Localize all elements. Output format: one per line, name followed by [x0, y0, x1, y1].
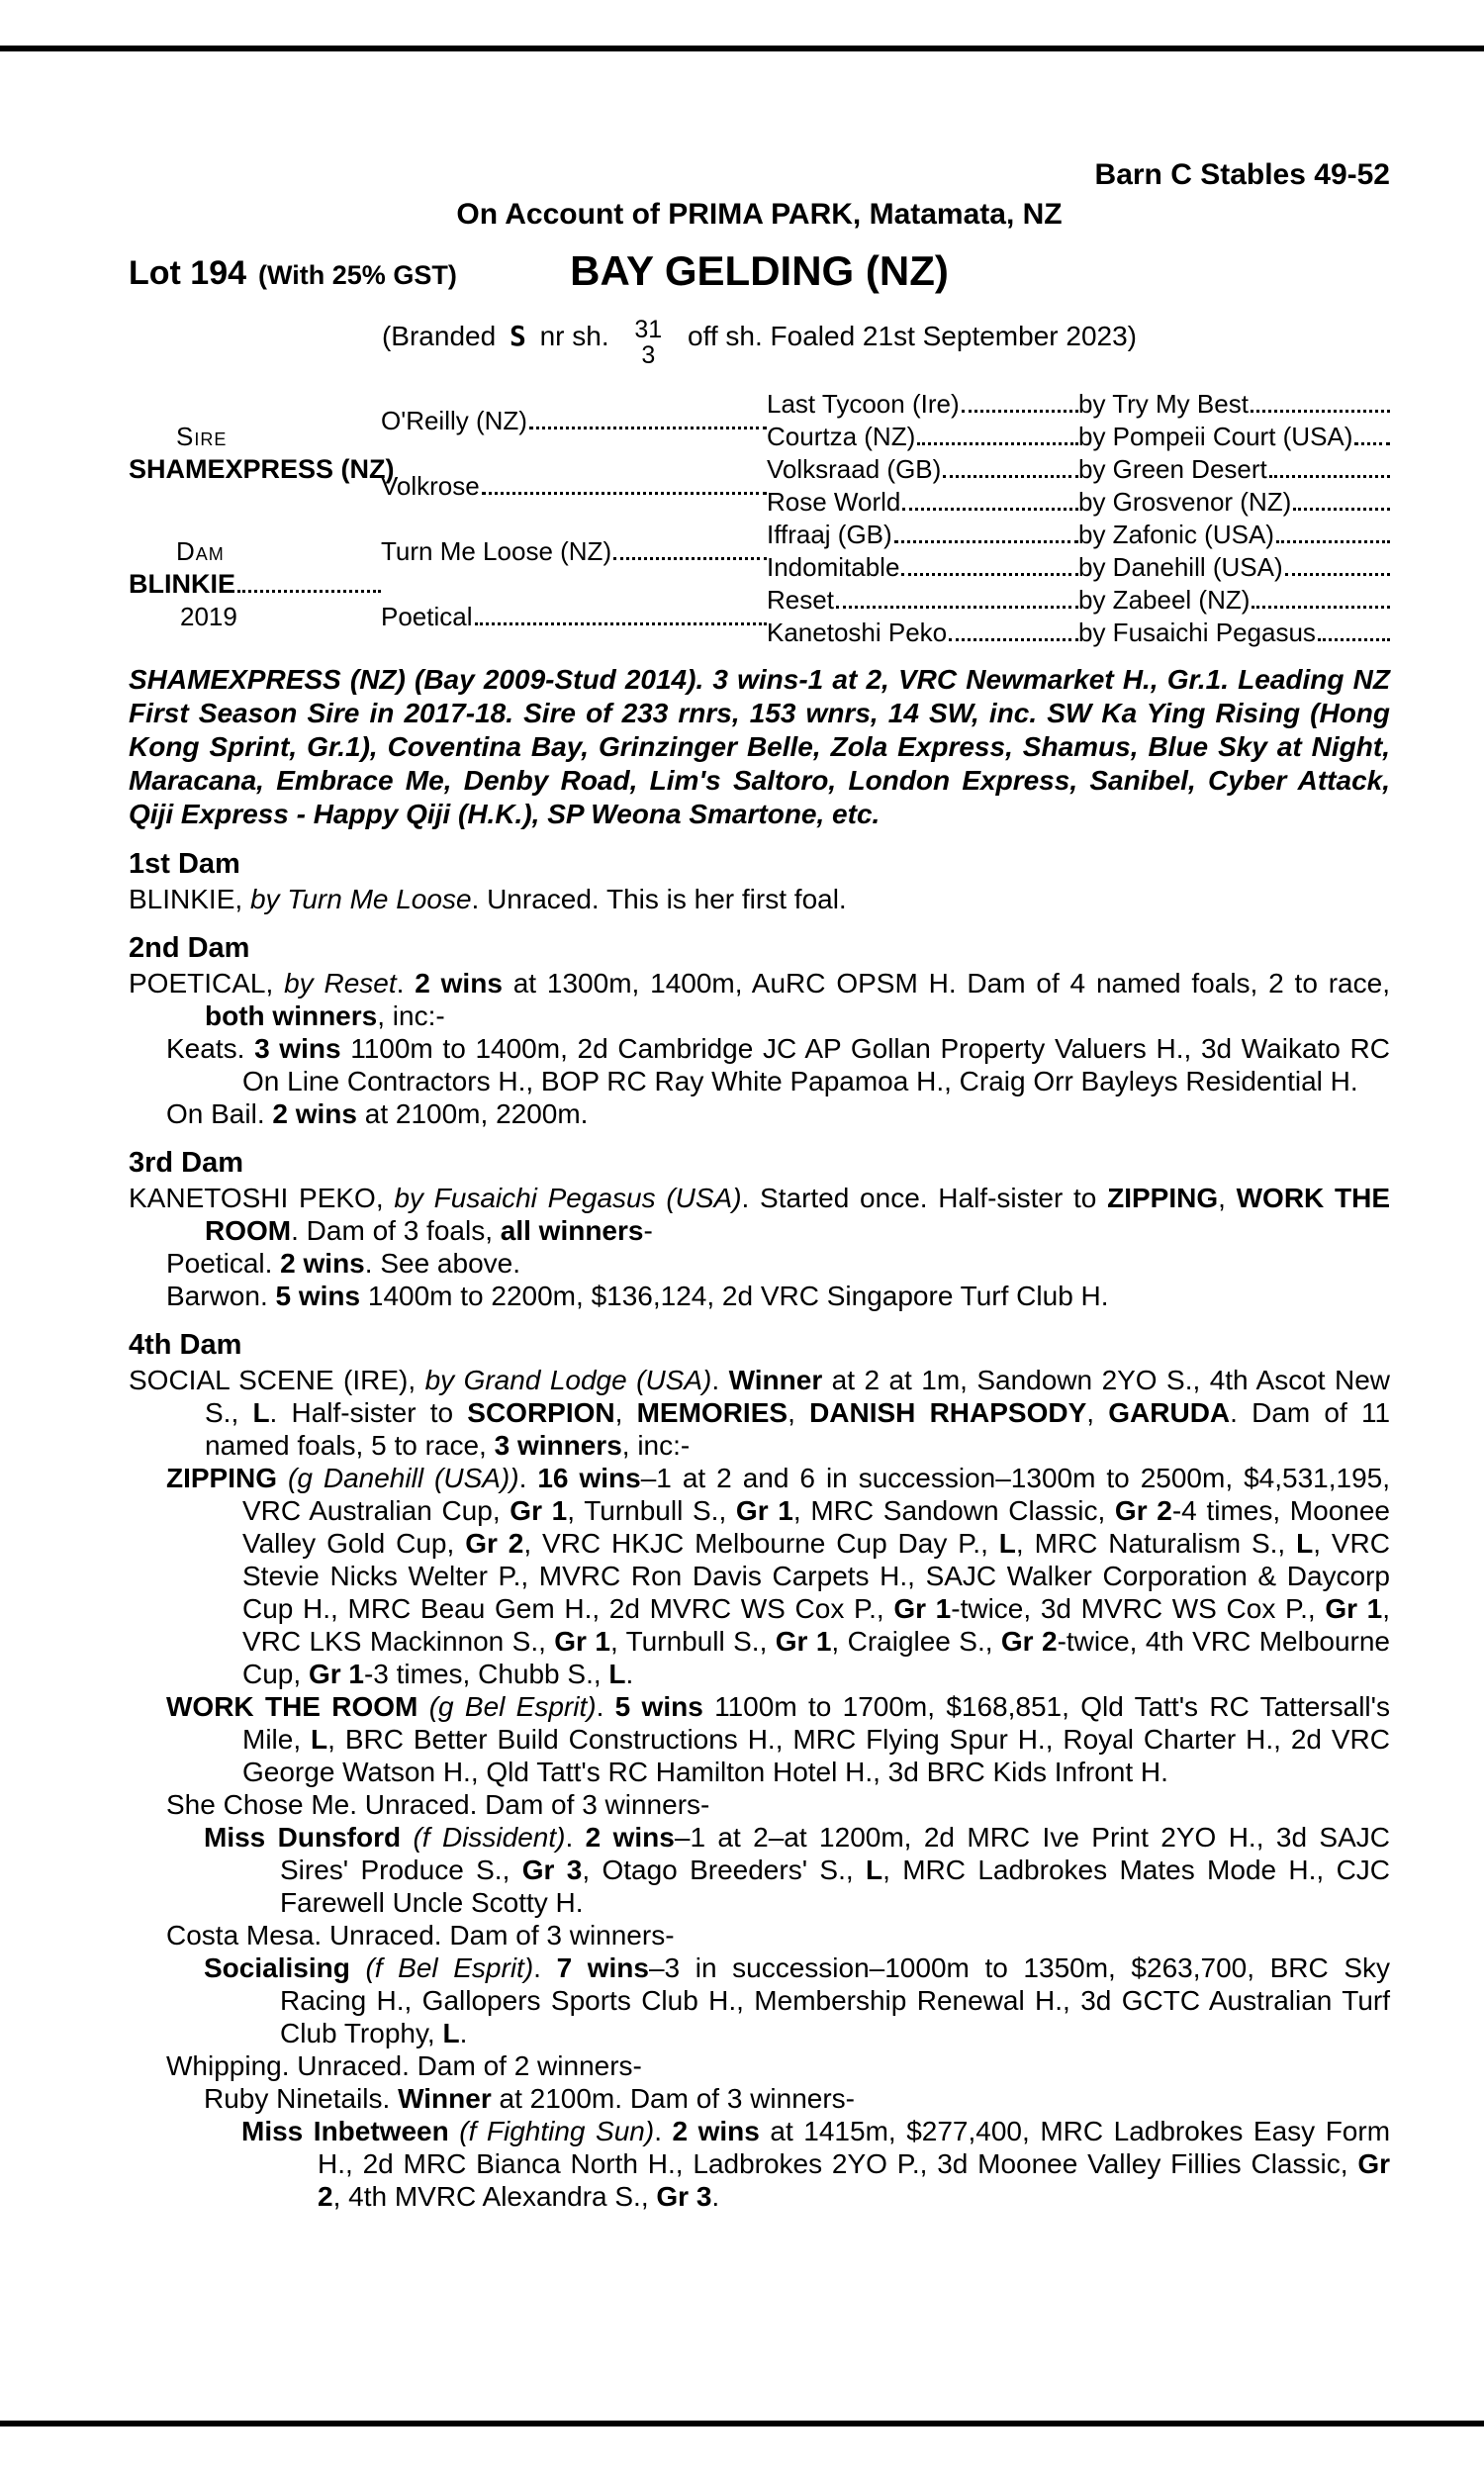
pedigree-paragraph: KANETOSHI PEKO, by Fusaichi Pegasus (USA). Started once. Half-sister to ZIPPING, WORK THE ROOM. Dam of 3 foals, all winners-: [129, 1183, 1390, 1246]
gst-note: (With 25% GST): [258, 260, 457, 290]
pedigree-horse-name: Rose World: [767, 487, 901, 517]
dam-box: [129, 519, 381, 649]
pedigree-horse-name: by Grosvenor (NZ): [1078, 487, 1292, 517]
dam-label: Dam: [176, 535, 225, 566]
pedigree-entry: [1078, 453, 1390, 486]
pedigree-horse-name: by Fusaichi Pegasus: [1078, 618, 1316, 647]
pedigree-entry: [1078, 486, 1390, 519]
dam-section-heading: 2nd Dam: [129, 932, 250, 964]
pedigree-entry: [767, 551, 1078, 584]
leader-dots: [1269, 475, 1390, 478]
pedigree-entry: [767, 617, 1078, 649]
pedigree-horse-name: by Pompeii Court (USA): [1078, 422, 1353, 451]
leader-dots: [475, 622, 768, 625]
pedigree-paragraph: Poetical. 2 wins. See above.: [166, 1248, 520, 1279]
pedigree-generation-1: [129, 388, 395, 649]
pedigree-paragraph: Miss Dunsford (f Dissident). 2 wins–1 at 2–at 1200m, 2d MRC Ive Print 2YO H., 3d SAJC Sires' Produce S., Gr 3, Otago Breeders' S., L, MRC Ladbrokes Mates Mode H., CJC Farewell Uncle Scotty H.: [204, 1822, 1391, 1918]
pedigree-entry: [767, 519, 1078, 551]
leader-dots: [943, 475, 1078, 478]
pedigree-entry: [767, 584, 1078, 617]
barn-label: Barn C Stables 49-52: [1094, 158, 1390, 191]
pedigree-horse-name: Courtza (NZ): [767, 422, 916, 451]
pedigree-generation-2: [381, 388, 767, 649]
lot-row: [129, 245, 1390, 297]
leader-dots: [529, 427, 767, 429]
brand-mark: S: [509, 320, 526, 352]
leader-dots: [901, 573, 1078, 576]
pedigree-entry: [1078, 421, 1390, 453]
pedigree-entry: [381, 584, 767, 649]
pedigree-entry: [767, 453, 1078, 486]
bottom-rule: [0, 2421, 1484, 2426]
leader-dots: [482, 492, 767, 495]
pedigree-paragraph: BLINKIE, by Turn Me Loose. Unraced. This is her first foal.: [129, 884, 847, 914]
sire-summary: SHAMEXPRESS (NZ) (Bay 2009-Stud 2014). 3 wins-1 at 2, VRC Newmarket H., Gr.1. Leading NZ First Season Sire in 2017-18. Sire of 233 rnrs, 153 wnrs, 14 SW, inc. SW Ka Ying Rising (Hong Kong Sprint, Gr.1), Coventina Bay, Grinzinger Belle, Zola Express, Shamus, Blue Sky at Night, Maracana, Embrace Me, Denby Road, Lim's Saltoro, London Express, Sanibel, Cyber Attack, Qiji Express - Happy Qiji (H.K.), SP Weona Smartone, etc.: [129, 664, 1390, 829]
pedigree-entry: [381, 453, 767, 519]
sire-name: SHAMEXPRESS (NZ): [129, 454, 395, 484]
pedigree-entry: [1078, 617, 1390, 649]
pedigree-horse-name: Kanetoshi Peko: [767, 618, 948, 647]
leader-dots: [1354, 442, 1390, 445]
pedigree-entry: [767, 486, 1078, 519]
horse-title: BAY GELDING (NZ): [570, 247, 949, 294]
pedigree-paragraph: Keats. 3 wins 1100m to 1400m, 2d Cambridge JC AP Gollan Property Valuers H., 3d Waikato RC On Line Contractors H., BOP RC Ray White Papamoa H., Craig Orr Bayleys Residential H.: [166, 1033, 1390, 1096]
pedigree-paragraph: POETICAL, by Reset. 2 wins at 1300m, 1400m, AuRC OPSM H. Dam of 4 named foals, 2 to race, both winners, inc:-: [129, 968, 1390, 1031]
brand-number-top: 31: [634, 315, 663, 343]
leader-dots: [894, 540, 1078, 543]
leader-dots: [1251, 410, 1390, 413]
dam-year: 2019: [180, 601, 237, 631]
pedigree-paragraph: ZIPPING (g Danehill (USA)). 16 wins–1 at 2 and 6 in succession–1300m to 2500m, $4,531,195, VRC Australian Cup, Gr 1, Turnbull S., Gr 1, MRC Sandown Classic, Gr 2-4 times, Moonee Valley Gold Cup, Gr 2, VRC HKJC Melbourne Cup Day P., L, MRC Naturalism S., L, VRC Stevie Nicks Welter P., MVRC Ron Davis Carpets H., SAJC Walker Corporation & Daycorp Cup H., MRC Beau Gem H., 2d MVRC WS Cox P., Gr 1-twice, 3d MVRC WS Cox P., Gr 1, VRC LKS Mackinnon S., Gr 1, Turnbull S., Gr 1, Craiglee S., Gr 2-twice, 4th VRC Melbourne Cup, Gr 1-3 times, Chubb S., L.: [166, 1463, 1391, 1689]
pedigree-horse-name: O'Reilly (NZ): [381, 406, 527, 435]
pedigree-paragraph: Barwon. 5 wins 1400m to 2200m, $136,124, 2d VRC Singapore Turf Club H.: [166, 1281, 1109, 1311]
pedigree-paragraph: She Chose Me. Unraced. Dam of 3 winners-: [166, 1789, 710, 1820]
pedigree-generation-4: [1078, 388, 1390, 649]
pedigree-paragraph: On Bail. 2 wins at 2100m, 2200m.: [166, 1098, 589, 1129]
pedigree-table: [129, 388, 1390, 649]
brand-number-fraction: [634, 317, 662, 368]
pedigree-horse-name: by Green Desert: [1078, 454, 1267, 484]
page-content: [129, 0, 1390, 2213]
dam-section-heading: 4th Dam: [129, 1329, 242, 1361]
pedigree-entry: [767, 421, 1078, 453]
pedigree-horse-name: Iffraaj (GB): [767, 520, 892, 549]
pedigree-entry: [381, 519, 767, 584]
dam-section-heading: 3rd Dam: [129, 1147, 244, 1179]
leader-dots: [1293, 508, 1390, 511]
sire-label: Sire: [176, 422, 228, 451]
pedigree-horse-name: by Try My Best: [1078, 389, 1249, 419]
pedigree-paragraph: Ruby Ninetails. Winner at 2100m. Dam of 3 winners-: [204, 2083, 856, 2114]
pedigree-entry: [1078, 519, 1390, 551]
pedigree-horse-name: Turn Me Loose (NZ): [381, 536, 612, 566]
pedigree-horse-name: by Zafonic (USA): [1078, 520, 1274, 549]
brand-line-mid: nr sh.: [539, 321, 609, 351]
pedigree-paragraph: WORK THE ROOM (g Bel Esprit). 5 wins 1100m to 1700m, $168,851, Qld Tatt's RC Tattersall's Mile, L, BRC Better Build Constructions H., MRC Flying Spur H., Royal Charter H., 2d VRC George Watson H., Qld Tatt's RC Hamilton Hotel H., 3d BRC Kids Infront H.: [166, 1691, 1390, 1787]
brand-line-prefix: (Branded: [381, 321, 497, 351]
account-line: On Account of PRIMA PARK, Matamata, NZ: [456, 198, 1063, 231]
pedigree-paragraph: Costa Mesa. Unraced. Dam of 3 winners-: [166, 1920, 675, 1951]
pedigree-horse-name: by Danehill (USA): [1078, 552, 1283, 582]
pedigree-paragraph: SOCIAL SCENE (IRE), by Grand Lodge (USA). Winner at 2 at 1m, Sandown 2YO S., 4th Ascot New S., L. Half-sister to SCORPION, MEMORIES, DANISH RHAPSODY, GARUDA. Dam of 11 named foals, 5 to race, 3 winners, inc:-: [129, 1365, 1391, 1461]
leader-dots: [1276, 540, 1390, 543]
leader-dots: [902, 508, 1078, 511]
leader-dots: [1318, 638, 1390, 641]
pedigree-horse-name: by Zabeel (NZ): [1078, 585, 1251, 615]
pedigree-paragraph: Socialising (f Bel Esprit). 7 wins–3 in succession–1000m to 1350m, $263,700, BRC Sky Racing H., Gallopers Sports Club H., Membership Renewal H., 3d GCTC Australian Turf Club Trophy, L.: [204, 1952, 1391, 2048]
brand-line-suffix: off sh. Foaled 21st September 2023): [688, 321, 1137, 351]
pedigree-horse-name: Indomitable: [767, 552, 900, 582]
leader-dots: [949, 638, 1078, 641]
pedigree-horse-name: Last Tycoon (Ire): [767, 389, 960, 419]
sire-box: [129, 388, 395, 519]
lot-number: Lot 194: [129, 254, 247, 292]
leader-dots: [962, 410, 1078, 413]
dam-sections: [129, 847, 1390, 2213]
pedigree-entry: [1078, 388, 1390, 421]
leader-dots: [237, 590, 381, 593]
pedigree-entry: [381, 388, 767, 453]
brand-number-bottom: 3: [641, 340, 656, 369]
lot-number-group: [129, 254, 457, 293]
leader-dots: [1252, 606, 1390, 609]
dam-name: BLINKIE: [129, 568, 235, 599]
pedigree-horse-name: Poetical: [381, 602, 473, 631]
pedigree-entry: [1078, 551, 1390, 584]
pedigree-entry: [767, 388, 1078, 421]
pedigree-horse-name: Volksraad (GB): [767, 454, 942, 484]
brand-line: [129, 307, 1390, 378]
leader-dots: [836, 606, 1078, 609]
pedigree-horse-name: Volkrose: [381, 471, 480, 501]
pedigree-paragraph: Whipping. Unraced. Dam of 2 winners-: [166, 2050, 642, 2081]
leader-dots: [613, 557, 767, 560]
dam-section-heading: 1st Dam: [129, 848, 240, 880]
pedigree-entry: [1078, 584, 1390, 617]
pedigree-generation-3: [767, 388, 1078, 649]
leader-dots: [1285, 573, 1390, 576]
leader-dots: [917, 442, 1078, 445]
dam-name-row: [129, 568, 381, 601]
pedigree-horse-name: Reset: [767, 585, 834, 615]
pedigree-paragraph: Miss Inbetween (f Fighting Sun). 2 wins at 1415m, $277,400, MRC Ladbrokes Easy Form H., 2d MRC Bianca North H., Ladbrokes 2YO P., 3d Moonee Valley Fillies Classic, Gr 2, 4th MVRC Alexandra S., Gr 3.: [241, 2116, 1391, 2212]
